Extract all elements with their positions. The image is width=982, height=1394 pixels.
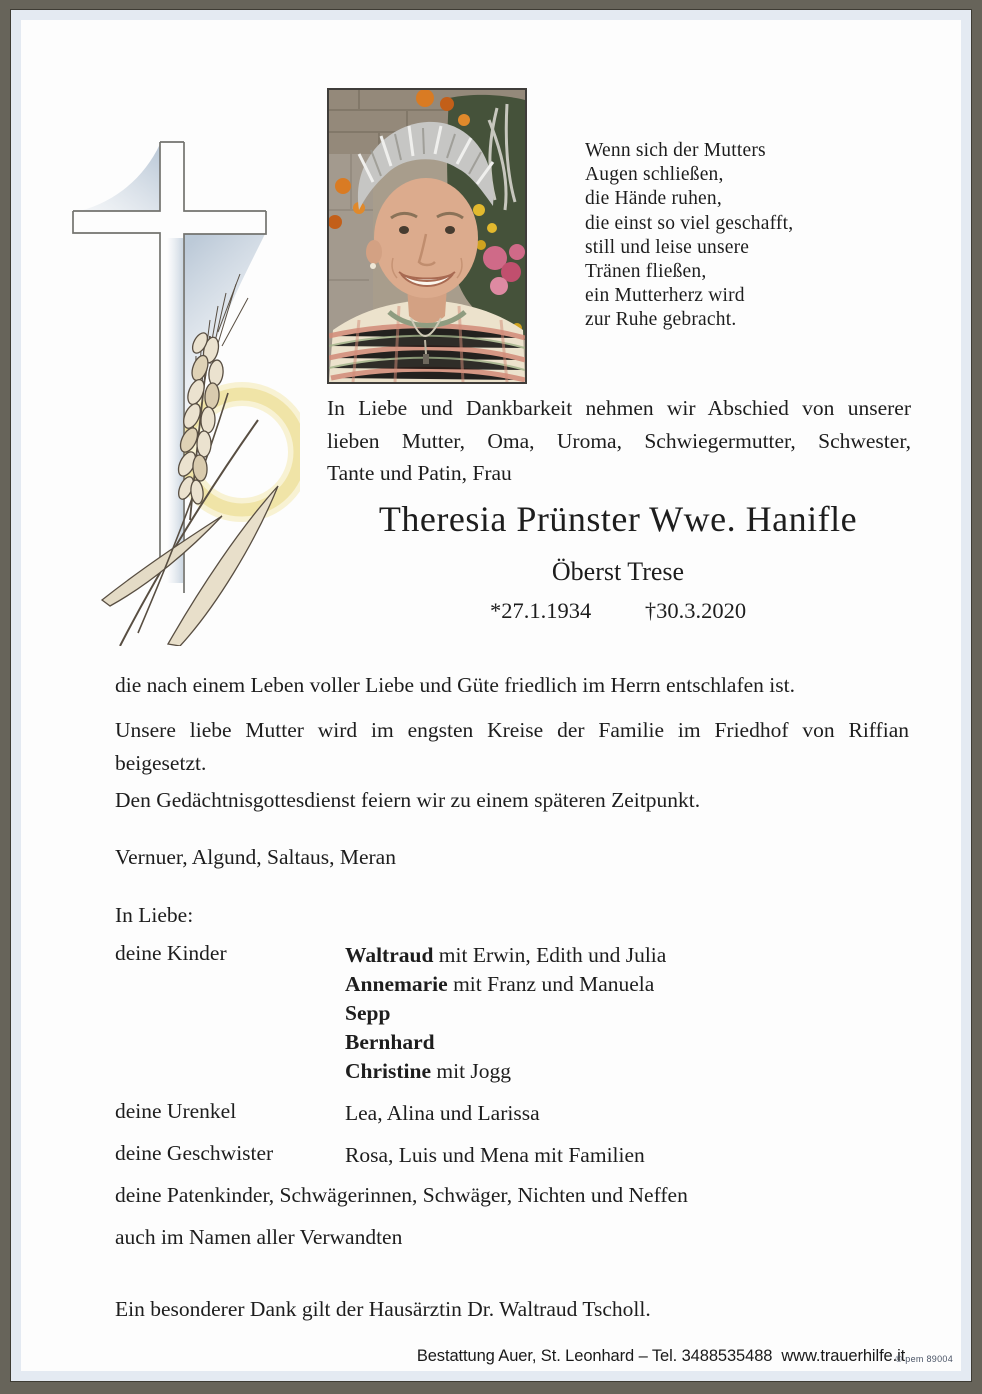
life-dates: [307, 598, 929, 624]
family-member-name: Annemarie: [345, 972, 448, 996]
thanks-line: Ein besonderer Dank gilt der Hausärztin Dr. Waltraud Tscholl.: [115, 1297, 651, 1321]
family-label: deine Geschwister: [115, 1141, 274, 1165]
funeral-home-footer: Bestattung Auer, St. Leonhard – Tel. 3488535488 www.trauerhilfe.it: [416, 1347, 906, 1365]
intro-line: lieben Mutter, Oma, Uroma, Schwiegermutter, Schwester,: [327, 428, 911, 453]
family-member-name: Christine: [345, 1059, 431, 1083]
family-member-name: Waltraud: [345, 943, 434, 967]
paragraph-line: Unsere liebe Mutter wird im engsten Kreise der Familie im Friedhof von Riffian: [115, 718, 909, 742]
poem-line: Augen schließen,: [585, 164, 724, 186]
obituary-card: [21, 20, 961, 1371]
family-entry: [345, 970, 666, 999]
family-label: deine Kinder: [115, 941, 227, 965]
poem-line: zur Ruhe gebracht.: [585, 309, 737, 331]
deceased-name: Theresia Prünster Wwe. Hanifle: [378, 499, 858, 539]
family-entry: [345, 1028, 666, 1057]
portrait-photo-image: [329, 90, 525, 382]
family-values: [345, 941, 666, 1086]
poem-line: ein Mutterherz wird: [585, 285, 745, 307]
farewell-intro: [327, 392, 911, 490]
family-member-rest: mit Erwin, Edith und Julia: [433, 943, 667, 967]
family-entry: [345, 1057, 666, 1086]
portrait-photo: [327, 88, 527, 384]
family-entry: [345, 941, 666, 970]
poem-line: Tränen fließen,: [585, 261, 707, 283]
paragraph-entschlafen: die nach einem Leben voller Liebe und Güte friedlich im Herrn entschlafen ist.: [115, 673, 795, 697]
family-member-rest: mit Franz und Manuela: [447, 972, 655, 996]
intro-line: In Liebe und Dankbarkeit nehmen wir Abschied von unserer: [327, 396, 911, 420]
paragraph-beisetzung: [115, 714, 909, 780]
poem-line: still und leise unsere: [585, 236, 750, 258]
memorial-cross-icon: [50, 88, 300, 646]
family-line-verwandte: auch im Namen aller Verwandten: [115, 1225, 403, 1249]
printer-code: © pem 89004: [895, 1354, 953, 1364]
poem-line: die einst so viel geschafft,: [585, 212, 794, 234]
intro-line: Tante und Patin, Frau: [327, 461, 512, 485]
places-line: Vernuer, Algund, Saltaus, Meran: [115, 845, 396, 869]
death-date: †30.3.2020: [644, 598, 747, 623]
family-member-name: Sepp: [345, 1001, 391, 1025]
paragraph-line: beigesetzt.: [115, 751, 207, 775]
birth-date: *27.1.1934: [489, 598, 592, 623]
family-entry: [345, 999, 666, 1028]
paragraph-gedaechtnis: Den Gedächtnisgottesdienst feiern wir zu einem späteren Zeitpunkt.: [115, 788, 701, 812]
family-values: Lea, Alina und Larissa: [345, 1101, 540, 1125]
family-values: Rosa, Luis und Mena mit Familien: [345, 1143, 645, 1167]
closing-salutation: In Liebe:: [115, 903, 194, 927]
poem-line: die Hände ruhen,: [585, 188, 722, 210]
family-label: deine Urenkel: [115, 1099, 237, 1123]
memorial-poem: [585, 139, 925, 333]
family-member-name: Bernhard: [345, 1030, 435, 1054]
poem-line: Wenn sich der Mutters: [585, 140, 766, 161]
family-line-patenkinder: deine Patenkinder, Schwägerinnen, Schwäger, Nichten und Neffen: [115, 1183, 688, 1207]
deceased-house-name: Öberst Trese: [551, 557, 685, 586]
family-member-rest: mit Jogg: [431, 1059, 512, 1083]
